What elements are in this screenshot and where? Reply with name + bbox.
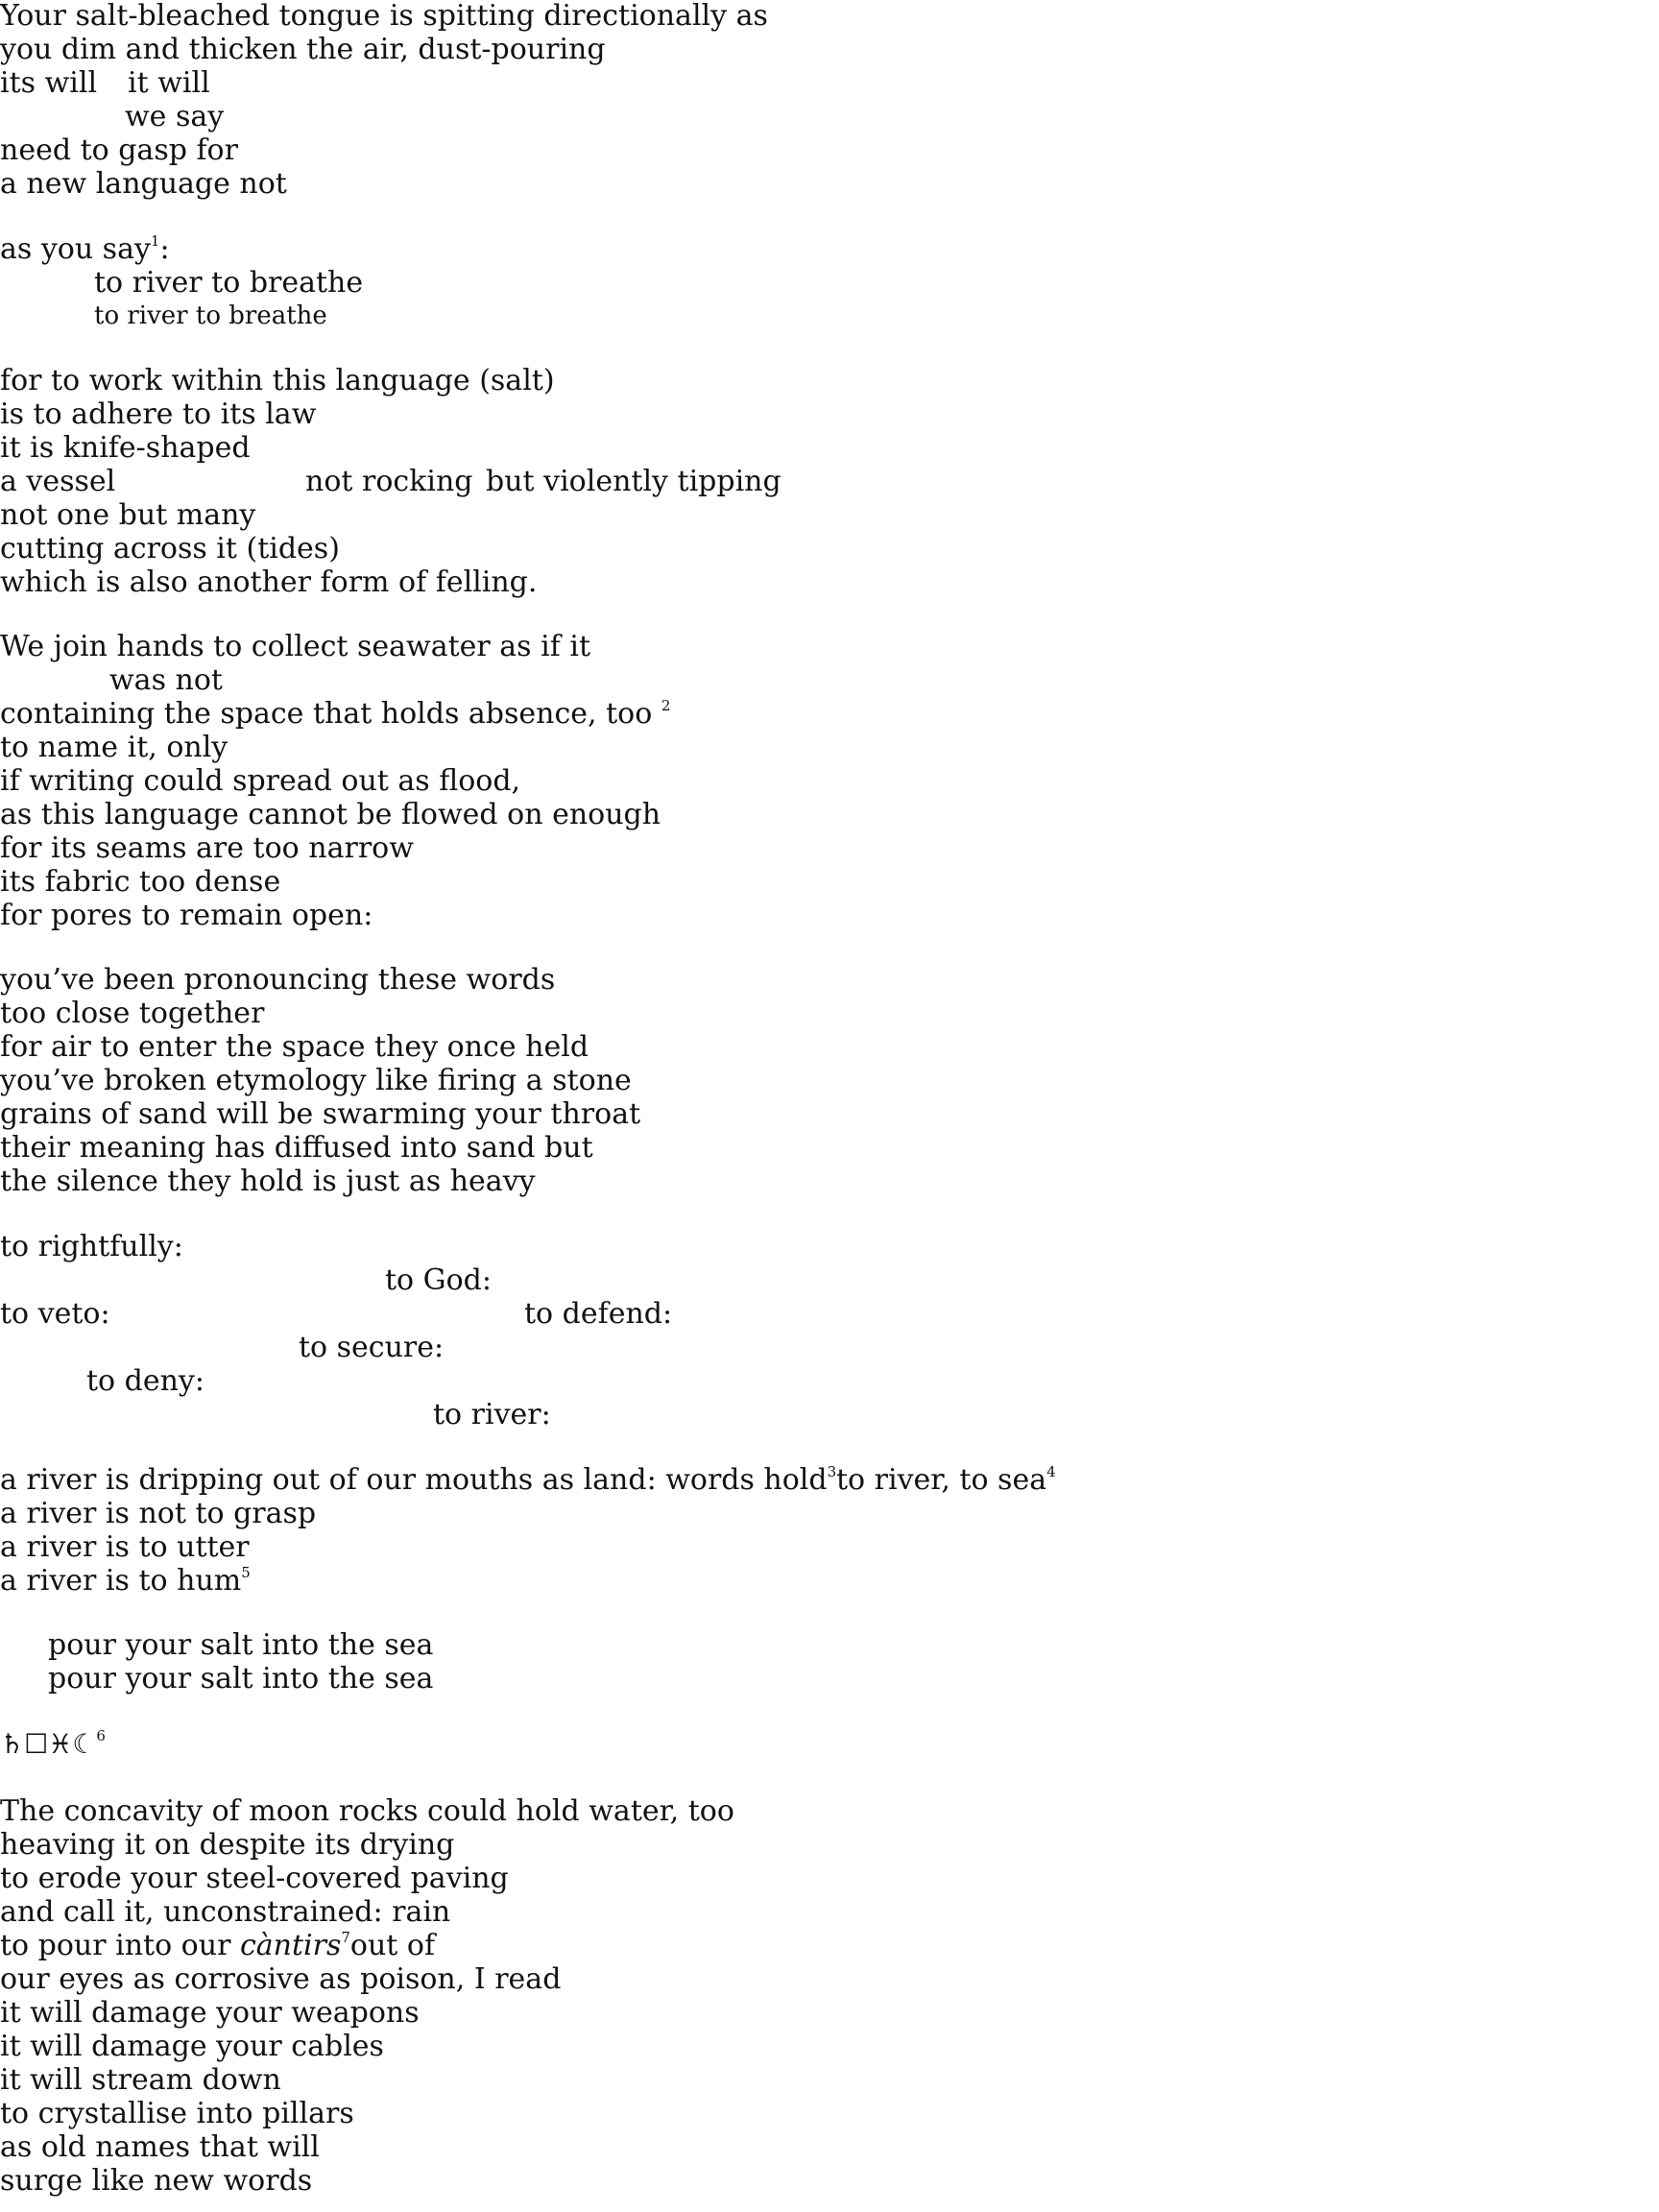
- poem-line: The concavity of moon rocks could hold water, too: [0, 1794, 734, 1828]
- poem-line: to secure:: [299, 1331, 445, 1364]
- poem-line: for pores to remain open:: [0, 899, 373, 932]
- poem-line: you’ve broken etymology like firing a stone: [0, 1064, 632, 1097]
- poem-line: a river is to utter: [0, 1530, 250, 1564]
- poem-line: need to gasp for: [0, 133, 238, 167]
- astro-glyphs: [0, 1728, 106, 1761]
- poem-line: to river to breathe: [94, 266, 364, 300]
- poem-line: our eyes as corrosive as poison, I read: [0, 1962, 562, 1996]
- poem-line: to deny:: [86, 1364, 204, 1398]
- poem-line: to river to breathe: [94, 301, 327, 330]
- footnote-marker: 1: [150, 232, 160, 250]
- poem-line: a vessel: [0, 465, 116, 498]
- poem-line: it will damage your weapons: [0, 1996, 420, 2030]
- astrological-symbols: ♄☐♓☾: [0, 1728, 97, 1760]
- footnote-marker: 5: [241, 1564, 251, 1581]
- poem-line: [0, 233, 170, 266]
- poem-line: and call it, unconstrained: rain: [0, 1895, 451, 1929]
- poem-line: grains of sand will be swarming your throat: [0, 1097, 641, 1131]
- poem-line: we say: [125, 100, 225, 133]
- poem-line: [0, 1930, 435, 1962]
- poem-fragment: containing the space that holds absence, too: [0, 697, 653, 731]
- italic-word: càntirs: [239, 1929, 342, 1962]
- poem-line: for to work within this language (salt): [0, 364, 555, 397]
- poem-line: a new language not: [0, 167, 287, 201]
- poem-line: its fabric too dense: [0, 865, 281, 899]
- poem-fragment: as you say: [0, 232, 151, 266]
- poem-line: not one but many: [0, 498, 256, 532]
- poem-line: pour your salt into the sea: [48, 1662, 434, 1695]
- poem-line: cutting across it (tides): [0, 532, 340, 565]
- poem-line: their meaning has diffused into sand but: [0, 1131, 593, 1165]
- poem-fragment: a river is to hum: [0, 1564, 242, 1598]
- poem-fragment: a river is dripping out of our mouths as land: words hold: [0, 1463, 828, 1497]
- poem-line: for air to enter the space they once held: [0, 1030, 589, 1064]
- poem-line: for its seams are too narrow: [0, 831, 414, 865]
- poem-line: to crystallise into pillars: [0, 2097, 354, 2130]
- poem-line: [0, 1464, 836, 1497]
- poem-line: to river:: [433, 1398, 551, 1431]
- poem-line: you dim and thicken the air, dust-pouring: [0, 33, 606, 66]
- footnote-marker: 2: [661, 697, 671, 714]
- poem-line: it will damage your cables: [0, 2030, 384, 2063]
- poem-line: too close together: [0, 997, 265, 1030]
- poem-line: [0, 1565, 251, 1598]
- poem-line: We join hands to collect seawater as if it: [0, 630, 590, 663]
- poem-line: as old names that will: [0, 2130, 320, 2164]
- poem-line: pour your salt into the sea: [48, 1628, 434, 1662]
- footnote-marker: 4: [1046, 1463, 1056, 1480]
- poem-line: if writing could spread out as flood,: [0, 764, 521, 798]
- poem-fragment: :: [159, 232, 170, 266]
- poem-line: surge like new words: [0, 2164, 313, 2198]
- poem-line: to veto:: [0, 1297, 110, 1331]
- poem-line: to name it, only: [0, 731, 228, 764]
- footnote-marker: 7: [341, 1929, 350, 1946]
- poem-line: it will stream down: [0, 2063, 281, 2097]
- poem-line: to defend:: [524, 1297, 673, 1331]
- poem-line: a river is not to grasp: [0, 1497, 317, 1530]
- poem-line: [836, 1464, 1056, 1497]
- footnote-marker: 3: [827, 1463, 837, 1480]
- poem-line: to rightfully:: [0, 1230, 183, 1263]
- poem-fragment: to pour into our: [0, 1929, 240, 1962]
- poem-line: as this language cannot be flowed on enough: [0, 798, 661, 831]
- poem-line: the silence they hold is just as heavy: [0, 1165, 536, 1198]
- poem-line: Your salt-bleached tongue is spitting directionally as: [0, 0, 768, 33]
- poem-line: you’ve been pronouncing these words: [0, 963, 556, 997]
- poem-line: it is knife-shaped: [0, 431, 251, 465]
- poem-fragment: to river, to sea: [836, 1463, 1047, 1497]
- poem-line: to God:: [385, 1263, 492, 1297]
- poem-line: but violently tipping: [486, 465, 781, 498]
- poem-line: [0, 67, 210, 100]
- poem-line: was not: [109, 663, 223, 697]
- poem-line: heaving it on despite its drying: [0, 1828, 455, 1862]
- poem-fragment: out of: [349, 1929, 436, 1962]
- poem-line: which is also another form of felling.: [0, 565, 538, 599]
- poem-line: is to adhere to its law: [0, 397, 317, 431]
- poem-line: not rocking: [305, 465, 473, 498]
- poem-line: [0, 698, 670, 731]
- poem-fragment: its will: [0, 66, 98, 100]
- poem-fragment: it will: [128, 66, 210, 100]
- poem-line: to erode your steel-covered paving: [0, 1862, 509, 1895]
- footnote-marker: 6: [96, 1727, 106, 1744]
